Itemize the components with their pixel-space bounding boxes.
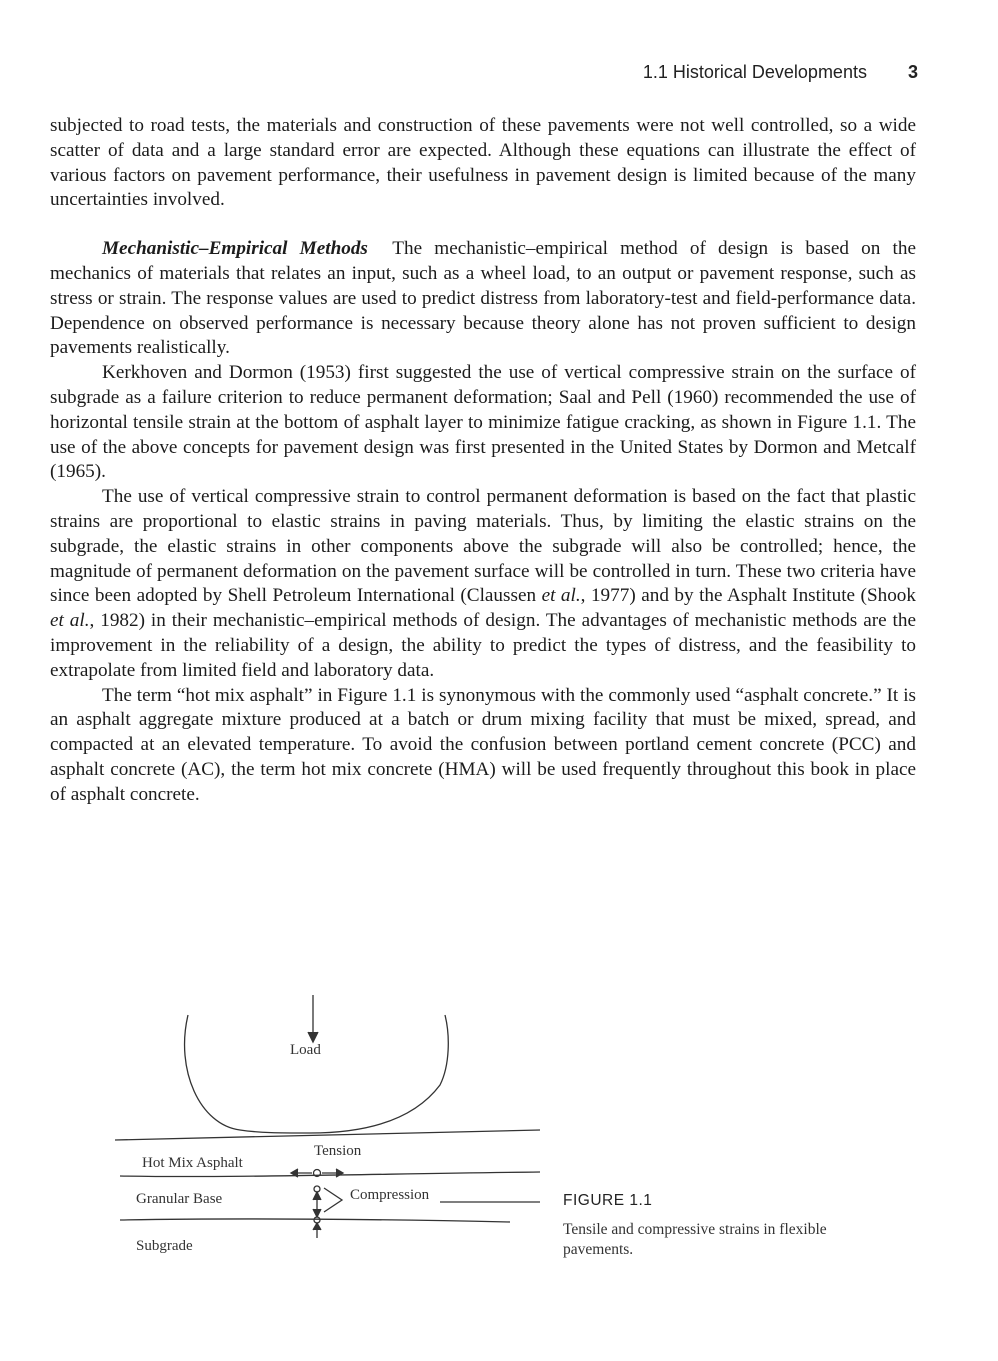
load-arrowhead <box>308 1032 318 1042</box>
surface-line <box>115 1130 540 1140</box>
paragraph-2-text: The mechanistic–empirical method of design is based on the mechanics of materials that relates an input, such as a wheel load, to an output or pavement response, such as stress or strain. The response values are used to predict distress from laboratory-test and field-performance data. Dependence on observed performance is necessary because theory alone has not proven sufficient to design pavements realistically. <box>50 238 916 359</box>
caption-text: Tensile and compressive strains in flexible pavements. <box>563 1221 827 1258</box>
load-label: Load <box>290 1042 321 1058</box>
figure-1-1 <box>110 990 550 1270</box>
section-title: 1.1 Historical Developments <box>642 62 867 82</box>
caption-title: FIGURE 1.1 <box>563 1192 653 1209</box>
layer-hma-label: Hot Mix Asphalt <box>142 1155 243 1171</box>
paragraph-4 <box>50 485 916 683</box>
tension-label: Tension <box>314 1143 362 1159</box>
page-number: 3 <box>907 62 918 82</box>
compression-label: Compression <box>350 1187 430 1203</box>
layer-subgrade-label: Subgrade <box>136 1238 193 1254</box>
et-al-italic: et al. <box>50 610 90 632</box>
run-in-heading: Mechanistic–Empirical Methods <box>102 238 368 260</box>
paragraph-4-part-c: , 1982) in their mechanistic–empirical methods of design. The advantages of mechanistic methods are the improvement in the reliability of a design, the ability to predict the types of distress, and the feasibility to extrapolate from limited field and laboratory data. <box>50 610 916 681</box>
layer-base-label: Granular Base <box>136 1191 223 1207</box>
body-text <box>50 114 916 808</box>
running-header <box>0 62 918 83</box>
paragraph-5: The term “hot mix asphalt” in Figure 1.1 is synonymous with the commonly used “asphalt concrete.” It is an asphalt aggregate mixture produced at a batch or drum mixing facility that must be mixed, spread, and compacted at an elevated temperature. To avoid the confusion between portland cement concrete (PCC) and asphalt concrete (AC), the term hot mix concrete (HMA) will be used frequently throughout this book in place of asphalt concrete. <box>50 684 916 805</box>
paragraph-1: subjected to road tests, the materials and construction of these pavements were not well controlled, so a wide scatter of data and a large standard error are expected. Although these equations can illustrate the effect of various factors on pavement performance, their usefulness in pavement design is limited because of the many uncertainties involved. <box>50 115 916 211</box>
figure-caption <box>563 1192 863 1260</box>
paragraph-4-part-b: , 1977) and by the Asphalt Institute (Shook <box>580 585 916 607</box>
paragraph-2 <box>50 237 916 361</box>
compression-bracket <box>324 1188 342 1212</box>
et-al-italic: et al. <box>541 585 581 607</box>
paragraph-3: Kerkhoven and Dormon (1953) first suggested the use of vertical compressive strain on the surface of subgrade as a failure criterion to reduce permanent deformation; Saal and Pell (1960) recommended the use of horizontal tensile strain at the bottom of asphalt layer to minimize fatigue cracking, as shown in Figure 1.1. The use of the above concepts for pavement design was first presented in the United States by Dormon and Metcalf (1965). <box>50 362 916 483</box>
pavement-diagram <box>110 990 550 1270</box>
paragraph-4-part-a: The use of vertical compressive strain to control permanent deformation is based on the fact that plastic strains are proportional to elastic strains in paving materials. Thus, by limiting the elastic strains on the subgrade, the elastic strains in other components above the subgrade will also be controlled; hence, the magnitude of permanent deformation on the pavement surface will be controlled in turn. These two criteria have since been adopted by Shell Petroleum International (Claussen <box>50 486 916 607</box>
